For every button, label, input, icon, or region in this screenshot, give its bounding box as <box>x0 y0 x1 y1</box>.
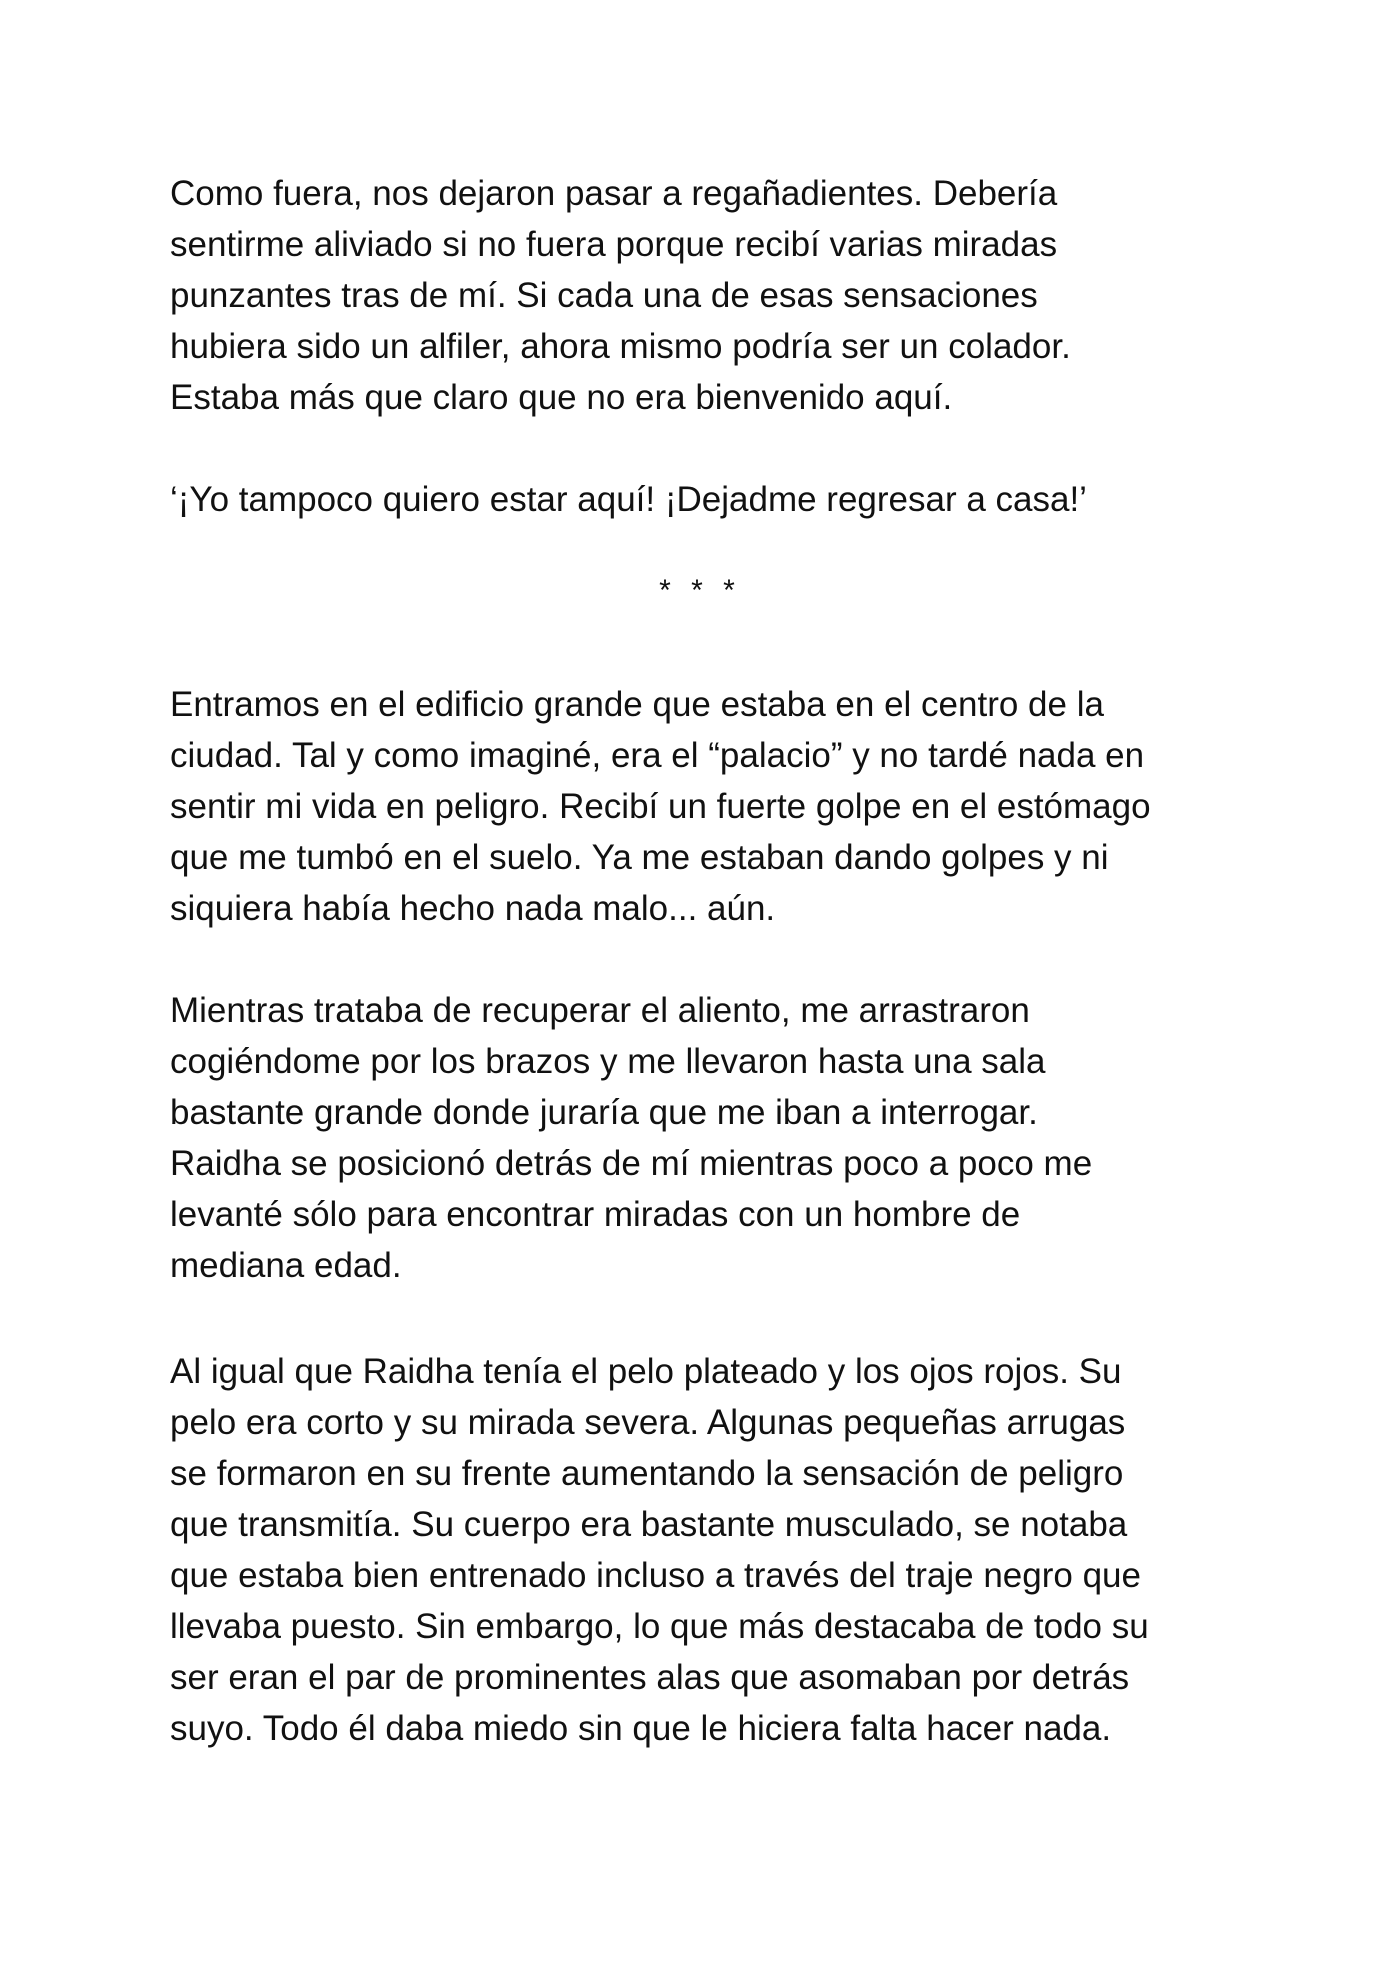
paragraph-line: que transmitía. Su cuerpo era bastante musculado, se notaba <box>170 1505 1128 1544</box>
paragraph-line: hubiera sido un alfiler, ahora mismo podría ser un colador. <box>170 327 1071 366</box>
paragraph-line: Como fuera, nos dejaron pasar a regañadientes. Debería <box>170 174 1058 213</box>
paragraph-line: Raidha se posicionó detrás de mí mientras poco a poco me <box>170 1144 1093 1183</box>
paragraph-line: mediana edad. <box>170 1246 402 1285</box>
paragraph-line: que estaba bien entrenado incluso a través del traje negro que <box>170 1556 1141 1595</box>
paragraph-line: levanté sólo para encontrar miradas con un hombre de <box>170 1195 1021 1234</box>
paragraph-line: sentirme aliviado si no fuera porque recibí varias miradas <box>170 225 1058 264</box>
paragraph-line: Mientras trataba de recuperar el aliento, me arrastraron <box>170 991 1030 1030</box>
paragraph-line: Entramos en el edificio grande que estaba en el centro de la <box>170 685 1104 724</box>
paragraph-5 <box>170 1346 1149 1754</box>
paragraph-line: ciudad. Tal y como imaginé, era el “palacio” y no tardé nada en <box>170 736 1145 775</box>
paragraph-line: que me tumbó en el suelo. Ya me estaban dando golpes y ni <box>170 838 1109 877</box>
paragraph-line: punzantes tras de mí. Si cada una de esas sensaciones <box>170 276 1038 315</box>
paragraph-line: llevaba puesto. Sin embargo, lo que más destacaba de todo su <box>170 1607 1149 1646</box>
paragraph-2 <box>170 474 1087 525</box>
paragraph-1 <box>170 168 1071 423</box>
paragraph-line: bastante grande donde juraría que me iban a interrogar. <box>170 1093 1038 1132</box>
paragraph-line: pelo era corto y su mirada severa. Algunas pequeñas arrugas <box>170 1403 1126 1442</box>
section-separator: * * * <box>659 574 741 607</box>
paragraph-line: ser eran el par de prominentes alas que asomaban por detrás <box>170 1658 1130 1697</box>
paragraph-line: cogiéndome por los brazos y me llevaron hasta una sala <box>170 1042 1046 1081</box>
paragraph-line: se formaron en su frente aumentando la sensación de peligro <box>170 1454 1124 1493</box>
paragraph-line: suyo. Todo él daba miedo sin que le hiciera falta hacer nada. <box>170 1709 1112 1748</box>
paragraph-line: Al igual que Raidha tenía el pelo plateado y los ojos rojos. Su <box>170 1352 1122 1391</box>
paragraph-line: sentir mi vida en peligro. Recibí un fuerte golpe en el estómago <box>170 787 1151 826</box>
paragraph-3 <box>170 679 1151 934</box>
paragraph-4 <box>170 985 1092 1291</box>
paragraph-line: Estaba más que claro que no era bienvenido aquí. <box>170 378 953 417</box>
paragraph-line: ‘¡Yo tampoco quiero estar aquí! ¡Dejadme regresar a casa!’ <box>170 480 1087 519</box>
paragraph-line: siquiera había hecho nada malo... aún. <box>170 889 776 928</box>
